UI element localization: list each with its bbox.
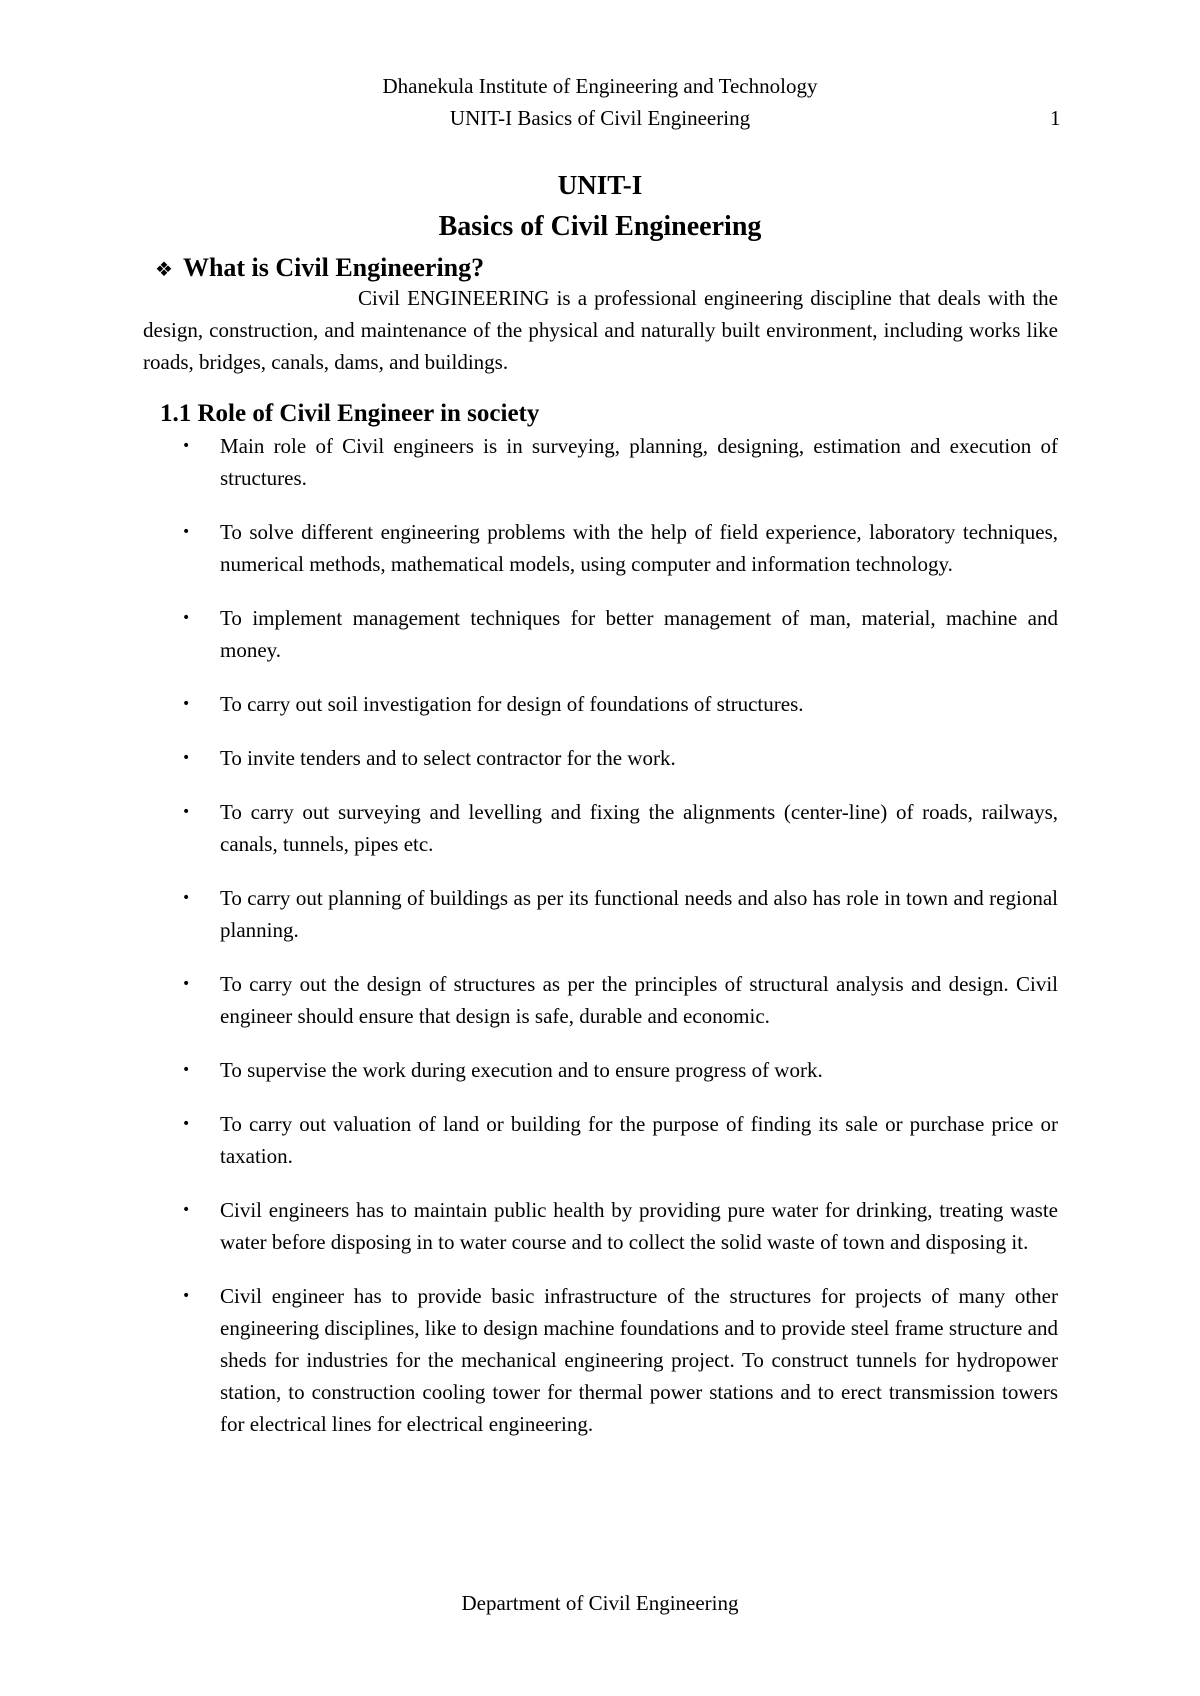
bullet-icon: • [182, 976, 191, 992]
bullet-icon: • [182, 610, 191, 626]
list-item-text: To carry out the design of structures as per the principles of structural analysis and design. Civil engineer should ensure that design is safe, durable and economic. [220, 972, 1058, 1028]
bullet-icon: • [182, 890, 191, 906]
list-item [180, 602, 1058, 666]
list-item [180, 1108, 1058, 1172]
list-item [180, 430, 1058, 494]
running-header [0, 70, 1200, 134]
bullet-icon: • [182, 1202, 191, 1218]
page-title: Basics of Civil Engineering [438, 211, 762, 242]
list-item-text: Civil engineers has to maintain public health by providing pure water for drinking, treating waste water before disposing in to water course and to collect the solid waste of town and disposing it. [220, 1198, 1058, 1254]
list-item-text: To solve different engineering problems with the help of field experience, laboratory techniques, numerical methods, mathematical models, using computer and information technology. [220, 520, 1058, 576]
list-item-text: To supervise the work during execution and to ensure progress of work. [220, 1058, 823, 1082]
section-heading-role: 1.1 Role of Civil Engineer in society [160, 400, 540, 427]
bullet-icon: • [182, 438, 191, 454]
header-unit-line: UNIT-I Basics of Civil Engineering [449, 106, 751, 130]
bullet-icon: • [182, 696, 191, 712]
list-item [180, 742, 1058, 774]
bullet-icon: • [182, 804, 191, 820]
list-item [180, 796, 1058, 860]
list-item [180, 1194, 1058, 1258]
list-item-text: Main role of Civil engineers is in surveying, planning, designing, estimation and execution of structures. [220, 434, 1058, 490]
header-institute: Dhanekula Institute of Engineering and Technology [382, 74, 818, 98]
list-item-text: To carry out valuation of land or building for the purpose of finding its sale or purchase price or taxation. [220, 1112, 1058, 1168]
bullet-icon: • [182, 1288, 191, 1304]
list-item-text: To implement management techniques for better management of man, material, machine and money. [220, 606, 1058, 662]
list-item-text: To carry out soil investigation for design of foundations of structures. [220, 692, 804, 716]
bullet-icon: • [182, 524, 191, 540]
list-item [180, 1054, 1058, 1086]
list-item-text: Civil engineer has to provide basic infrastructure of the structures for projects of many other engineering disciplines, like to design machine foundations and to provide steel frame structure and sheds for industries for the mechanical engineering project. To construct tunnels for hydropower station, to construction cooling tower for thermal power stations and to erect transmission towers for electrical lines for electrical engineering. [220, 1284, 1058, 1436]
page-number: 1 [1050, 106, 1061, 130]
section-heading-what-text: What is Civil Engineering? [182, 253, 485, 282]
list-item [180, 882, 1058, 946]
bullet-icon: • [182, 750, 191, 766]
bullet-icon: • [182, 1062, 191, 1078]
intro-paragraph: Civil ENGINEERING is a professional engineering discipline that deals with the design, construction, and maintenance of the physical and naturally built environment, including works like roads, bridges, canals, dams, and buildings. [143, 286, 1058, 374]
page-footer: Department of Civil Engineering [461, 1591, 739, 1615]
unit-title: UNIT-I [557, 170, 643, 200]
diamond-bullet-icon: ❖ [155, 257, 173, 281]
list-item [180, 968, 1058, 1032]
bullet-icon: • [182, 1116, 191, 1132]
list-item [180, 688, 1058, 720]
list-item-text: To carry out surveying and levelling and fixing the alignments (center-line) of roads, railways, canals, tunnels, pipes etc. [220, 800, 1058, 856]
list-item-text: To carry out planning of buildings as per its functional needs and also has role in town and regional planning. [220, 886, 1058, 942]
list-item-text: To invite tenders and to select contractor for the work. [220, 746, 676, 770]
list-item [180, 516, 1058, 580]
list-item [180, 1280, 1058, 1440]
role-bullet-list [180, 430, 1058, 1462]
